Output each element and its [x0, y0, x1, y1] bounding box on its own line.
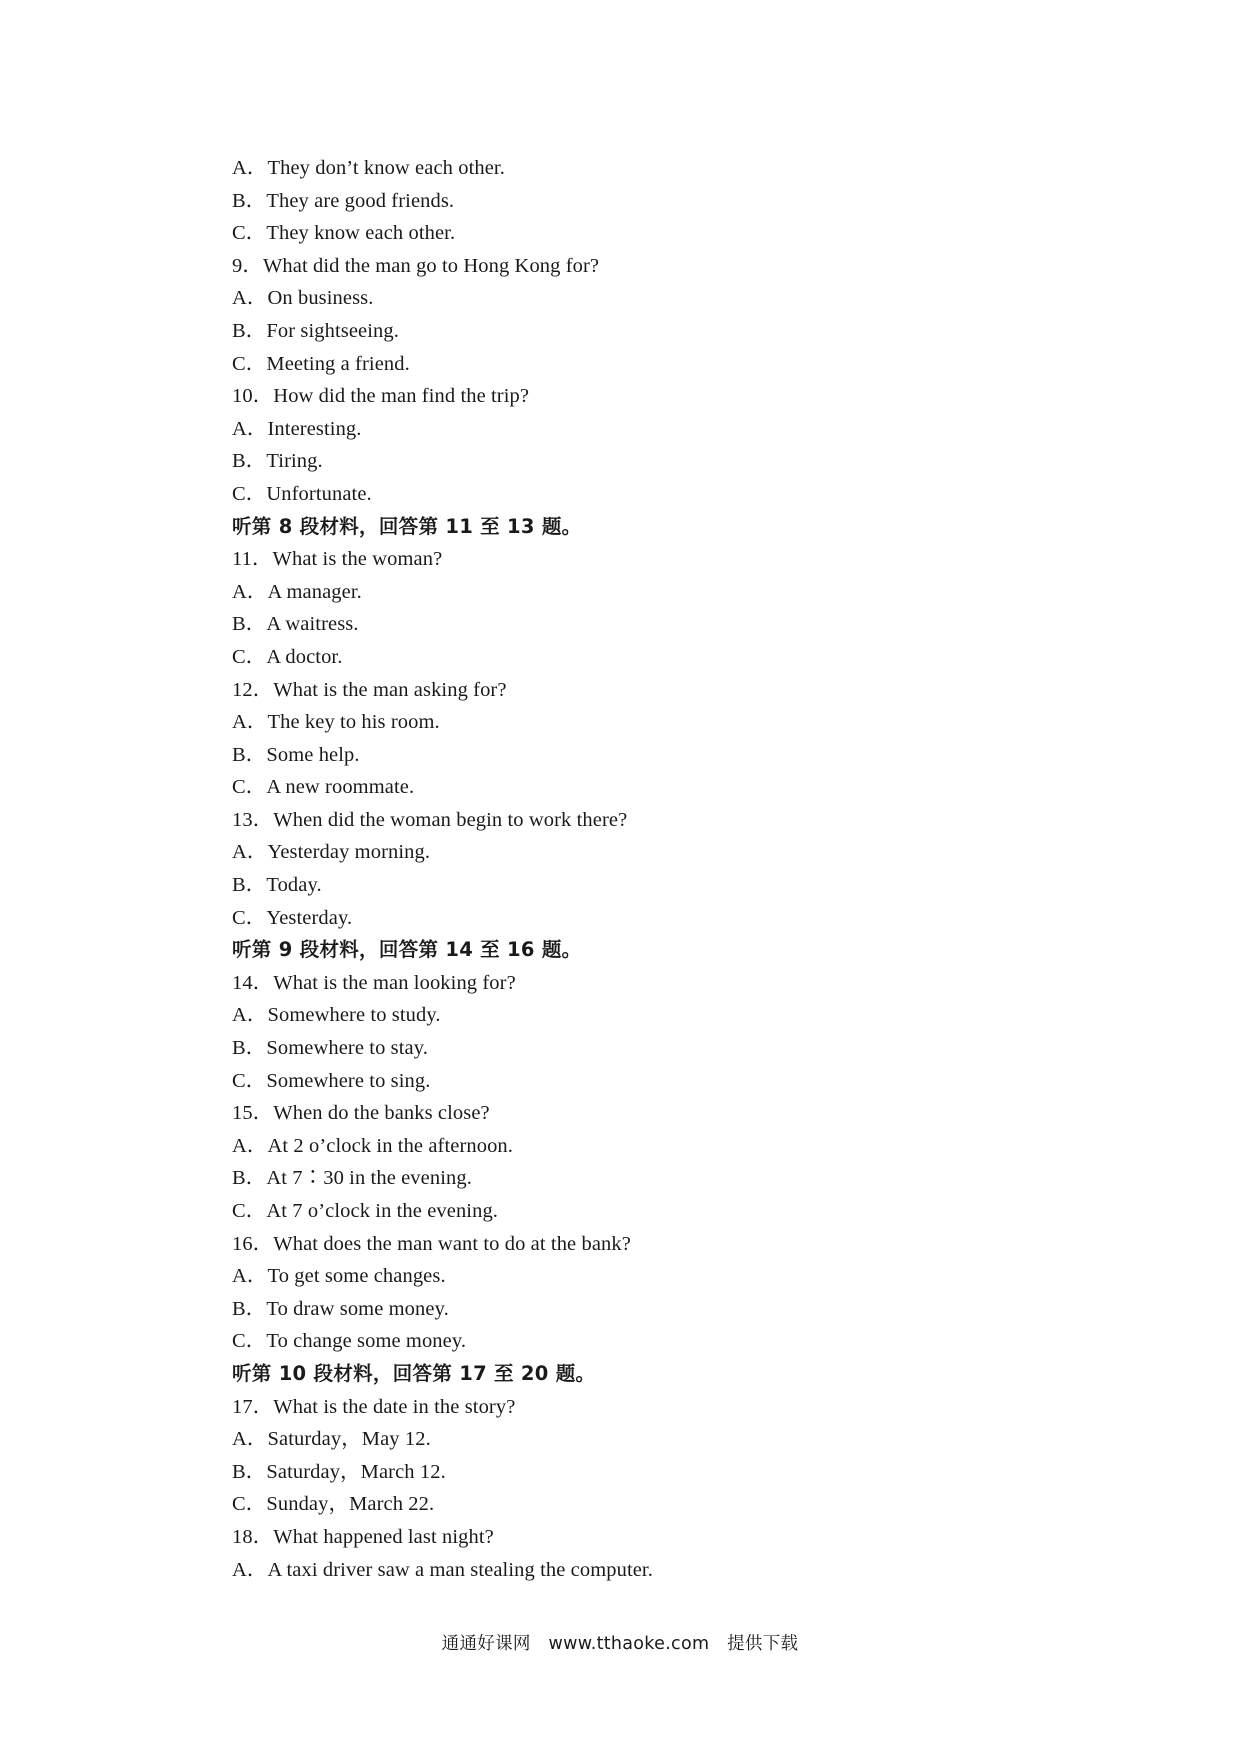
- answer-option: B．At 7∶30 in the evening.: [232, 1167, 472, 1190]
- question-text: 18．What happened last night?: [232, 1525, 494, 1548]
- answer-option: B．Somewhere to stay.: [232, 1037, 428, 1060]
- section-header: 听第 9 段材料，回答第 14 至 16 题。: [232, 938, 582, 962]
- answer-option: A．Somewhere to study.: [232, 1004, 441, 1027]
- question-text: 9．What did the man go to Hong Kong for?: [232, 254, 600, 277]
- question-text: 16．What does the man want to do at the bank?: [232, 1232, 631, 1255]
- answer-option: C．At 7 o’clock in the evening.: [232, 1200, 499, 1222]
- answer-option: A．On business.: [232, 287, 374, 310]
- answer-option: C．Sunday，March 22.: [232, 1493, 435, 1516]
- answer-option: A．The key to his room.: [232, 711, 440, 734]
- answer-option: A．Interesting.: [232, 417, 362, 440]
- answer-option: C．Meeting a friend.: [232, 352, 410, 375]
- answer-option: A．They don’t know each other.: [232, 157, 505, 179]
- answer-option: B．For sightseeing.: [232, 319, 399, 342]
- document-body: [232, 152, 1132, 1586]
- footer-credit: 通通好课网 www.tthaoke.com 提供下载: [441, 1634, 799, 1654]
- answer-option: C．Somewhere to sing.: [232, 1069, 431, 1092]
- answer-option: B．A waitress.: [232, 613, 359, 636]
- question-text: 13．When did the woman begin to work there?: [232, 808, 628, 831]
- question-text: 14．What is the man looking for?: [232, 971, 516, 994]
- question-text: 15．When do the banks close?: [232, 1102, 490, 1125]
- answer-option: C．They know each other.: [232, 222, 456, 245]
- answer-option: C．To change some money.: [232, 1330, 467, 1353]
- answer-option: A．A manager.: [232, 580, 362, 603]
- question-text: 11．What is the woman?: [232, 548, 443, 571]
- section-header: 听第 10 段材料，回答第 17 至 20 题。: [232, 1361, 596, 1385]
- answer-option: A．To get some changes.: [232, 1265, 446, 1288]
- answer-option: C．A doctor.: [232, 645, 343, 668]
- answer-option: A．Yesterday morning.: [232, 841, 431, 864]
- answer-option: A．Saturday，May 12.: [232, 1428, 431, 1451]
- answer-option: A．A taxi driver saw a man stealing the computer.: [232, 1558, 653, 1581]
- question-text: 12．What is the man asking for?: [232, 678, 507, 701]
- section-header: 听第 8 段材料，回答第 11 至 13 题。: [232, 514, 582, 538]
- answer-option: C．Yesterday.: [232, 906, 353, 929]
- answer-option: B．They are good friends.: [232, 189, 455, 212]
- answer-option: C．Unfortunate.: [232, 482, 372, 505]
- answer-option: A．At 2 o’clock in the afternoon.: [232, 1134, 514, 1157]
- answer-option: B．Tiring.: [232, 450, 323, 473]
- question-text: 10．How did the man find the trip?: [232, 385, 530, 408]
- question-text: 17．What is the date in the story?: [232, 1395, 516, 1418]
- answer-option: C．A new roommate.: [232, 776, 415, 799]
- answer-option: B．Some help.: [232, 743, 360, 766]
- answer-option: B．Today.: [232, 874, 322, 897]
- answer-option: B．To draw some money.: [232, 1297, 449, 1320]
- answer-option: B．Saturday，March 12.: [232, 1460, 446, 1483]
